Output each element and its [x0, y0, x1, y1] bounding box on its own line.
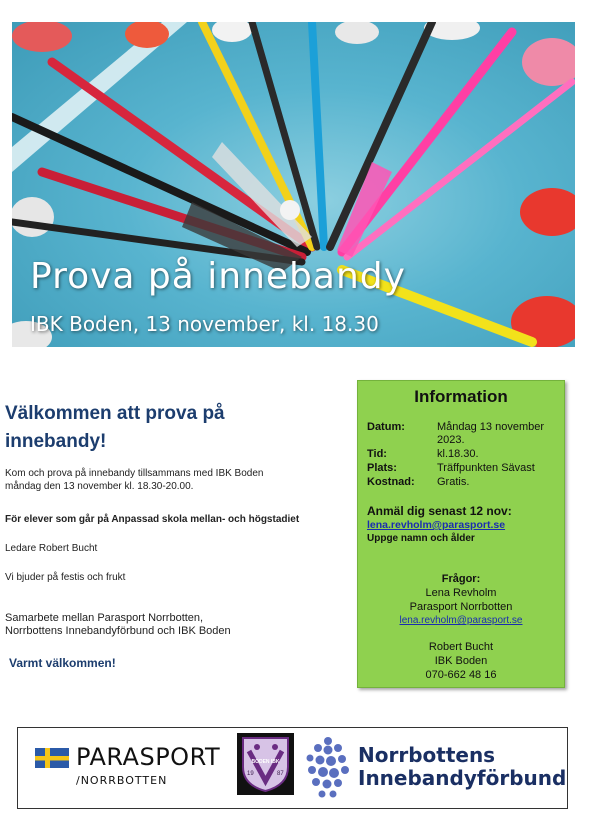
info-title: Information [414, 387, 508, 406]
contact2-name: Robert Bucht [428, 641, 494, 653]
hero-subtitle: IBK Boden, 13 november, kl. 18.30 [30, 312, 379, 336]
intro-line2: måndag den 13 november kl. 18.30-20.00. [5, 481, 194, 492]
contact1-name: Lena Revholm [425, 587, 497, 599]
innebandyforbund-logo-text [358, 744, 566, 790]
contact2-phone: 070-662 48 16 [425, 669, 497, 681]
ibk-boden-badge-text: BODEN IBK [251, 759, 280, 765]
welcome-heading-line1: Välkommen att prova på [5, 403, 225, 424]
information-box [357, 380, 565, 688]
target-group-text: För elever som går på Anpassad skola mellan- och högstadiet [5, 514, 300, 525]
place-label: Plats: [367, 462, 397, 474]
leader-text: Ledare Robert Bucht [5, 543, 98, 554]
swedish-flag-icon [35, 748, 69, 768]
time-label: Tid: [367, 448, 387, 460]
signup-heading: Anmäl dig senast 12 nov: [367, 504, 512, 518]
ibk-boden-year-b: 87 [277, 771, 284, 777]
cost-label: Kostnad: [367, 476, 415, 488]
collaboration-text [5, 612, 231, 638]
place-value: Träffpunkten Sävast [437, 462, 535, 474]
logo-footer [17, 727, 568, 809]
time-value: kl.18.30. [437, 448, 479, 460]
contact2-org: IBK Boden [434, 655, 488, 667]
ibk-boden-year-a: 19 [247, 771, 254, 777]
intro-paragraph [5, 467, 263, 493]
signup-note: Uppge namn och ålder [367, 533, 475, 544]
cost-value: Gratis. [437, 476, 470, 488]
ibk-boden-logo [237, 733, 294, 795]
intro-line1: Kom och prova på innebandy tillsammans med IBK Boden [5, 468, 264, 479]
floorball-sticks-illustration [12, 22, 575, 347]
ibf-line2: Innebandyförbund [358, 766, 567, 790]
hero-image [12, 22, 575, 347]
treat-text: Vi bjuder på festis och frukt [5, 572, 126, 583]
collaboration-line2: Norrbottens Innebandyförbund och IBK Boden [5, 625, 231, 637]
date-label: Datum: [367, 421, 405, 433]
innebandyforbund-dots-icon [304, 736, 352, 800]
date-value [437, 421, 561, 447]
hero-title: Prova på innebandy [30, 256, 406, 297]
date-line1: Måndag 13 november [437, 421, 545, 433]
parasport-logo-text: PARASPORT [76, 743, 221, 771]
contact1-email-wrap [358, 615, 564, 626]
warm-welcome-text: Varmt välkommen! [9, 656, 116, 670]
questions-heading: Frågor: [441, 573, 481, 585]
date-line2: 2023. [437, 434, 465, 446]
contact1-org: Parasport Norrbotten [409, 601, 513, 613]
contact1-email-link[interactable]: lena.revholm@parasport.se [399, 615, 523, 626]
collaboration-line1: Samarbete mellan Parasport Norrbotten, [5, 612, 204, 624]
ibf-line1: Norrbottens [358, 743, 496, 767]
parasport-logo-subtext: /NORRBOTTEN [76, 774, 168, 787]
welcome-heading [5, 400, 335, 456]
welcome-heading-line2: innebandy! [5, 431, 107, 452]
signup-email-link[interactable]: lena.revholm@parasport.se [367, 519, 506, 531]
